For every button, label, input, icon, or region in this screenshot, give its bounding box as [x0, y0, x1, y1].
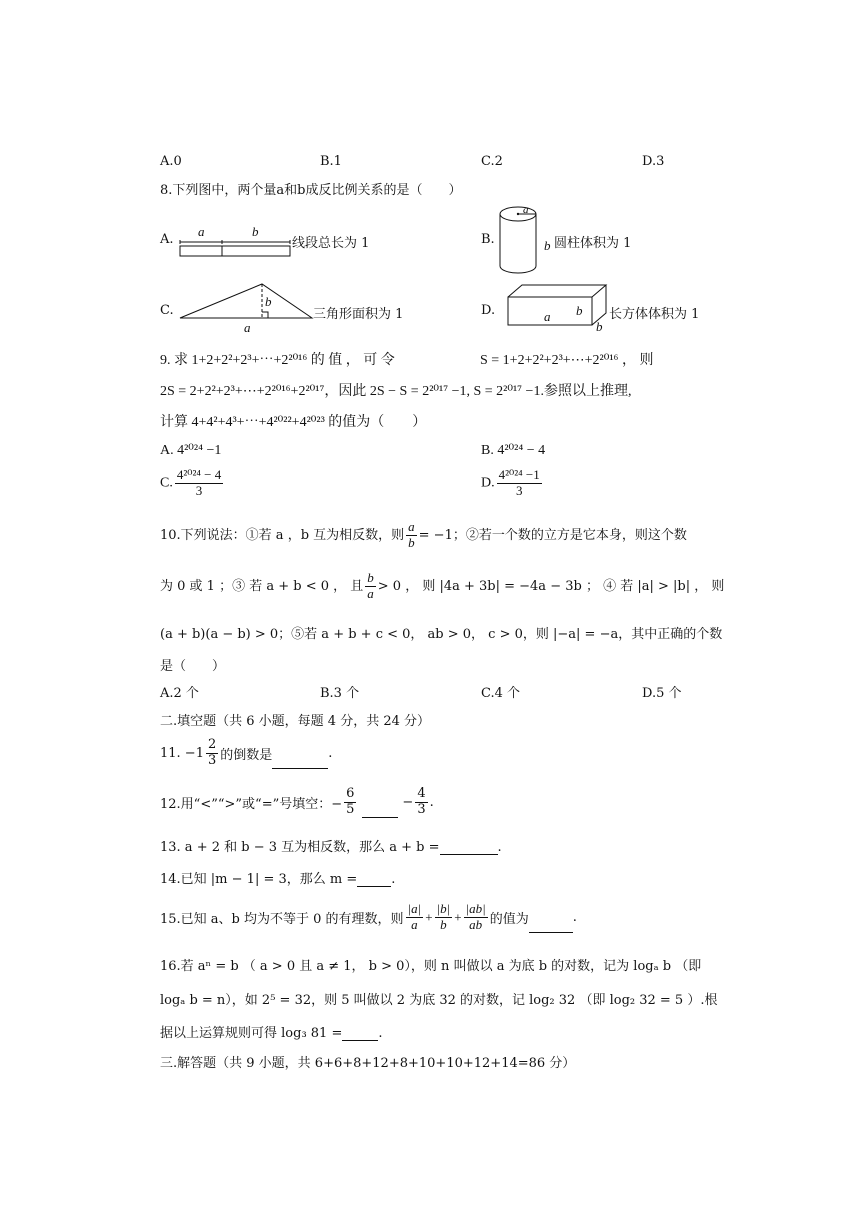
cuboid-var-b-depth: b [596, 319, 603, 334]
q9-c-denominator: 3 [195, 482, 203, 498]
q12-answer-blank [362, 817, 398, 818]
q8-b-caption: 圆柱体积为 1 [554, 236, 632, 251]
q14: 14.已知 |m − 1| = 3，那么 m = . [160, 872, 396, 887]
segment-figure [180, 222, 295, 262]
q11: 11. −1 $\frac{2}{3}$ 的倒数是 . [160, 737, 333, 768]
q9-line1-left: 9. 求 1+2+2²+2³+⋯+2²⁰¹⁶ 的 值 ， 可 令 [160, 353, 395, 368]
q8-d-caption: 长方体体积为 1 [609, 307, 700, 322]
q9-option-d: D. $\frac{\text{4²⁰²⁴ −1}}{3}$ [481, 467, 540, 498]
q16-line3: 据以上运算规则可得 log₃ 81 = . [160, 1026, 383, 1041]
q9-line2: 2S = 2+2²+2³+⋯+2²⁰¹⁶+2²⁰¹⁷，因此 2S − S = 2²⁰¹⁷ −1, S = 2²⁰¹⁷ −1.参照以上推理, [160, 384, 632, 399]
q15: 15.已知 a、b 均为不等于 0 的有理数，则 $\frac{|a|}{a}$ + $\frac{|b|}{b}$ + $\frac{|ab|}{ab}$ 的值为 . [160, 901, 577, 932]
q8-stem: 8.下列图中，两个量a和b成反比例关系的是（ ） [160, 183, 462, 198]
q9-option-c: C. $\frac{\text{4²⁰²⁴ − 4}}{3}$ [160, 467, 222, 498]
q8-c-label: C. [160, 303, 174, 318]
q10-option-d: D.5 个 [642, 686, 682, 701]
q10-line1: 10.下列说法：①若 a ，b 互为相反数，则 $\frac{a}{b}$ = −1；②若一个数的立方是它本身，则这个数 [160, 519, 687, 550]
q8-b-label: B. [481, 232, 495, 247]
q10-option-c: C.4 个 [481, 686, 521, 701]
q16-answer-blank [342, 1028, 378, 1041]
cuboid-var-b: b [576, 303, 583, 318]
q8-a-caption: 线段总长为 1 [292, 236, 370, 251]
q8-d-label: D. [481, 303, 496, 318]
cylinder-var-a: a [523, 204, 529, 216]
q10-line2: 为 0 或 1 ；③ 若 a + b < 0 ， 且 $\frac{b}{a}$ > 0 ， 则 |4a + 3b| = −4a − 3b ； ④ 若 |a| > |b| ， 则 [160, 570, 725, 601]
cuboid-figure [506, 283, 616, 333]
q10-line3: (a + b)(a − b) > 0；⑤若 a + b + c < 0， ab > 0， c > 0，则 |−a| = −a，其中正确的个数 [160, 627, 723, 642]
q7-option-b: B.1 [320, 154, 342, 169]
q7-option-a: A.0 [160, 154, 182, 169]
q16-line1: 16.若 aⁿ = b （ a > 0 且 a ≠ 1， b > 0），则 n 叫做以 a 为底 b 的对数，记为 logₐ b （即 [160, 959, 702, 974]
cuboid-var-a: a [544, 309, 551, 324]
q9-c-numerator: 4²⁰²⁴ − 4 [176, 467, 222, 482]
q9-d-denominator: 3 [515, 482, 523, 498]
q8-c-caption: 三角形面积为 1 [313, 307, 404, 322]
q15-answer-blank [529, 932, 573, 933]
q9-d-numerator: 4²⁰²⁴ −1 [498, 467, 540, 482]
segment-var-b: b [252, 224, 259, 239]
q14-answer-blank [357, 874, 391, 887]
q16-line2: logₐ b = n），如 2⁵ = 32，则 5 叫做以 2 为底 32 的对数，记 log₂ 32 （即 log₂ 32 = 5 ）.根 [160, 993, 718, 1008]
q10-option-b: B.3 个 [320, 686, 360, 701]
q10-option-a: A.2 个 [160, 686, 199, 701]
triangle-var-a: a [244, 320, 251, 335]
section3-heading: 三.解答题（共 9 小题，共 6+6+8+12+8+10+10+12+14=86 分） [160, 1056, 576, 1071]
q9-option-a: A. 4²⁰²⁴ −1 [160, 443, 222, 458]
triangle-figure [180, 282, 315, 334]
segment-var-a: a [198, 224, 205, 239]
q13-answer-blank [440, 842, 498, 855]
q10-line4: 是（ ） [160, 659, 226, 674]
cylinder-figure [498, 204, 558, 276]
q9-line3: 计算 4+4²+4³+⋯+4²⁰²²+4²⁰²³ 的值为（ ） [160, 415, 427, 430]
triangle-var-b: b [265, 294, 272, 309]
q8-a-label: A. [160, 232, 174, 247]
q7-option-d: D.3 [642, 154, 665, 169]
section2-heading: 二.填空题（共 6 小题，每题 4 分，共 24 分） [160, 714, 431, 729]
cylinder-var-b: b [544, 238, 551, 253]
q7-option-c: C.2 [481, 154, 503, 169]
q12: 12.用“<”“>”或“=”号填空：− $\frac{6}{5}$ − $\frac{4}{3}$ . [160, 786, 434, 817]
q11-answer-blank [272, 768, 328, 769]
q9-option-b: B. 4²⁰²⁴ − 4 [481, 443, 546, 458]
q9-line1-right: S = 1+2+2²+2³+⋯+2²⁰¹⁶ ， 则 [480, 353, 654, 368]
q13: 13. a + 2 和 b − 3 互为相反数，那么 a + b = . [160, 840, 502, 855]
